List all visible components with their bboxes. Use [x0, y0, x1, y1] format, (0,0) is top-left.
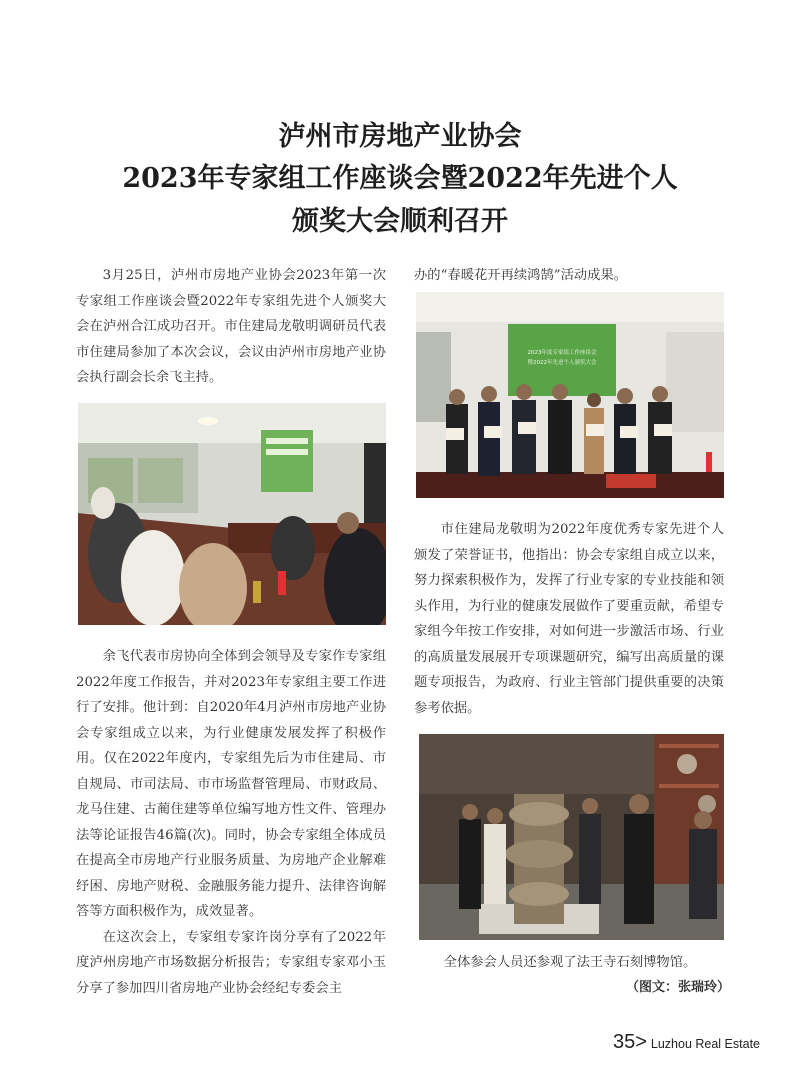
- left-column-bottom: [76, 644, 386, 1001]
- banner-text-2: 暨2022年先进个人颁奖大会: [527, 360, 597, 366]
- article-title-line2: 2023年专家组工作座谈会暨2022年先进个人: [122, 163, 678, 194]
- meeting-photo: [78, 403, 386, 625]
- paragraph-activity-result: 办的“春暖花开再续鸿鹄”活动成果。: [414, 268, 628, 283]
- magazine-name: Luzhou Real Estate: [650, 1037, 760, 1051]
- article-title-line1: 泸州市房地产业协会: [278, 121, 522, 152]
- paragraph-award-speech: 市住建局龙敬明为2022年度优秀专家先进个人颁发了荣誉证书，他指出：协会专家组自成立以来，努力探索积极作为，发挥了行业专家的专业技能和领头作用，为行业的健康发展做作了要重贡献，希望专家组今年按工作安排，对如何进一步激活市场、行业的高质量发展展开专项课题研究，编写出高质量的课题专项报告，为政府、行业主管部门提供重要的决策参考依据。: [414, 522, 724, 716]
- left-column-top: [76, 263, 386, 391]
- right-column-top: [414, 263, 724, 289]
- photo-text-credit: （图文：张瑞玲）: [625, 980, 730, 995]
- museum-photo: [419, 734, 724, 940]
- article-title-line3: 颁奖大会顺利召开: [292, 206, 508, 237]
- paragraph-sharing: 在这次会上，专家组专家许岗分享有了2022年度泸州房地产市场数据分析报告；专家组专家邓小玉分享了参加四川省房地产业协会经纪专委会主: [76, 929, 386, 996]
- right-column-middle: [414, 517, 724, 721]
- paragraph-work-report: 余飞代表市房协向全体到会领导及专家作专家组2022年度工作报告，并对2023年专家组主要工作进行了安排。他计到：自2020年4月泸州市房地产业协会专家组成立以来，为行业健康发展发挥了积极作用。仅在2022年度内，专家组先后为市住建局、市自规局、市司法局、市市场监督管理局、市财政局、龙马住建、古蔺住建等单位编写地方性文件、管理办法等论证报告46篇(次)。同时，协会专家组全体成员在提高全市房地产行业服务质量、为房地产企业解难纾困、房地产财税、金融服务能力提升、法律咨询解答等方面积极作为，成效显著。: [76, 649, 386, 919]
- page-footer: [613, 1031, 760, 1054]
- museum-caption: 全体参会人员还参观了法王寺石刻博物馆。: [443, 955, 697, 970]
- award-photo: [416, 292, 724, 498]
- paragraph-opening: 3月25日，泸州市房地产业协会2023年第一次专家组工作座谈会暨2022年专家组先进个人颁奖大会在泸州合江成功召开。市住建局龙敬明调研员代表市住建局参加了本次会议，会议由泸州市房地产业协会执行副会长余飞主持。: [76, 268, 386, 385]
- page-number: 35>: [612, 1031, 647, 1053]
- banner-text-1: 2023年度专家组工作座谈会: [527, 350, 597, 356]
